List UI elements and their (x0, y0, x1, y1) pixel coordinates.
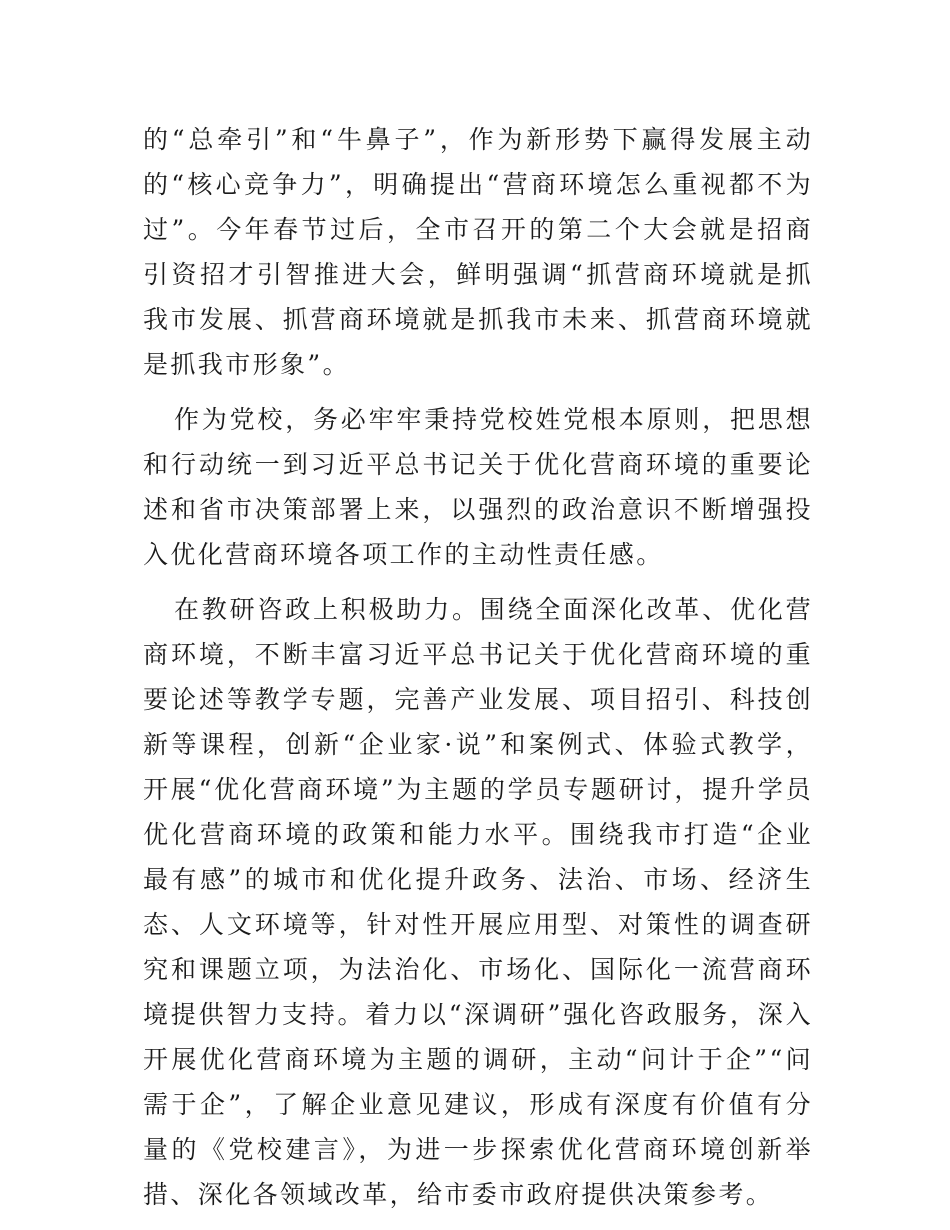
paragraph-party-school-principle: 作为党校，务必牢牢秉持党校姓党根本原则，把思想和行动统一到习近平总书记关于优化营商环境的重要论述和省市决策部署上来，以强烈的政治意识不断增强投入优化营商环境各项工作的主动性责任感。 (143, 405, 813, 569)
paragraph-teaching-research: 在教研咨政上积极助力。围绕全面深化改革、优化营商环境，不断丰富习近平总书记关于优化营商环境的重要论述等教学专题，完善产业发展、项目招引、科技创新等课程，创新“企业家·说”和案例式、体验式教学，开展“优化营商环境”为主题的学员专题研讨，提升学员优化营商环境的政策和能力水平。围绕我市打造“企业最有感”的城市和优化提升政务、法治、市场、经济生态、人文环境等，针对性开展应用型、对策性的调查研究和课题立项，为法治化、市场化、国际化一流营商环境提供智力支持。着力以“深调研”强化咨政服务，深入开展优化营商环境为主题的调研，主动“问计于企”“问需于企”，了解企业意见建议，形成有深度有价值有分量的《党校建言》，为进一步探索优化营商环境创新举措、深化各领域改革，给市委市政府提供决策参考。 (143, 595, 813, 1209)
paragraph-continuation: 的“总牵引”和“牛鼻子”，作为新形势下赢得发展主动的“核心竞争力”，明确提出“营商环境怎么重视都不为过”。今年春节过后，全市召开的第二个大会就是招商引资招才引智推进大会，鲜明强调“抓营商环境就是抓我市发展、抓营商环境就是抓我市未来、抓营商环境就是抓我市形象”。 (143, 125, 813, 379)
document-body (143, 117, 813, 1217)
